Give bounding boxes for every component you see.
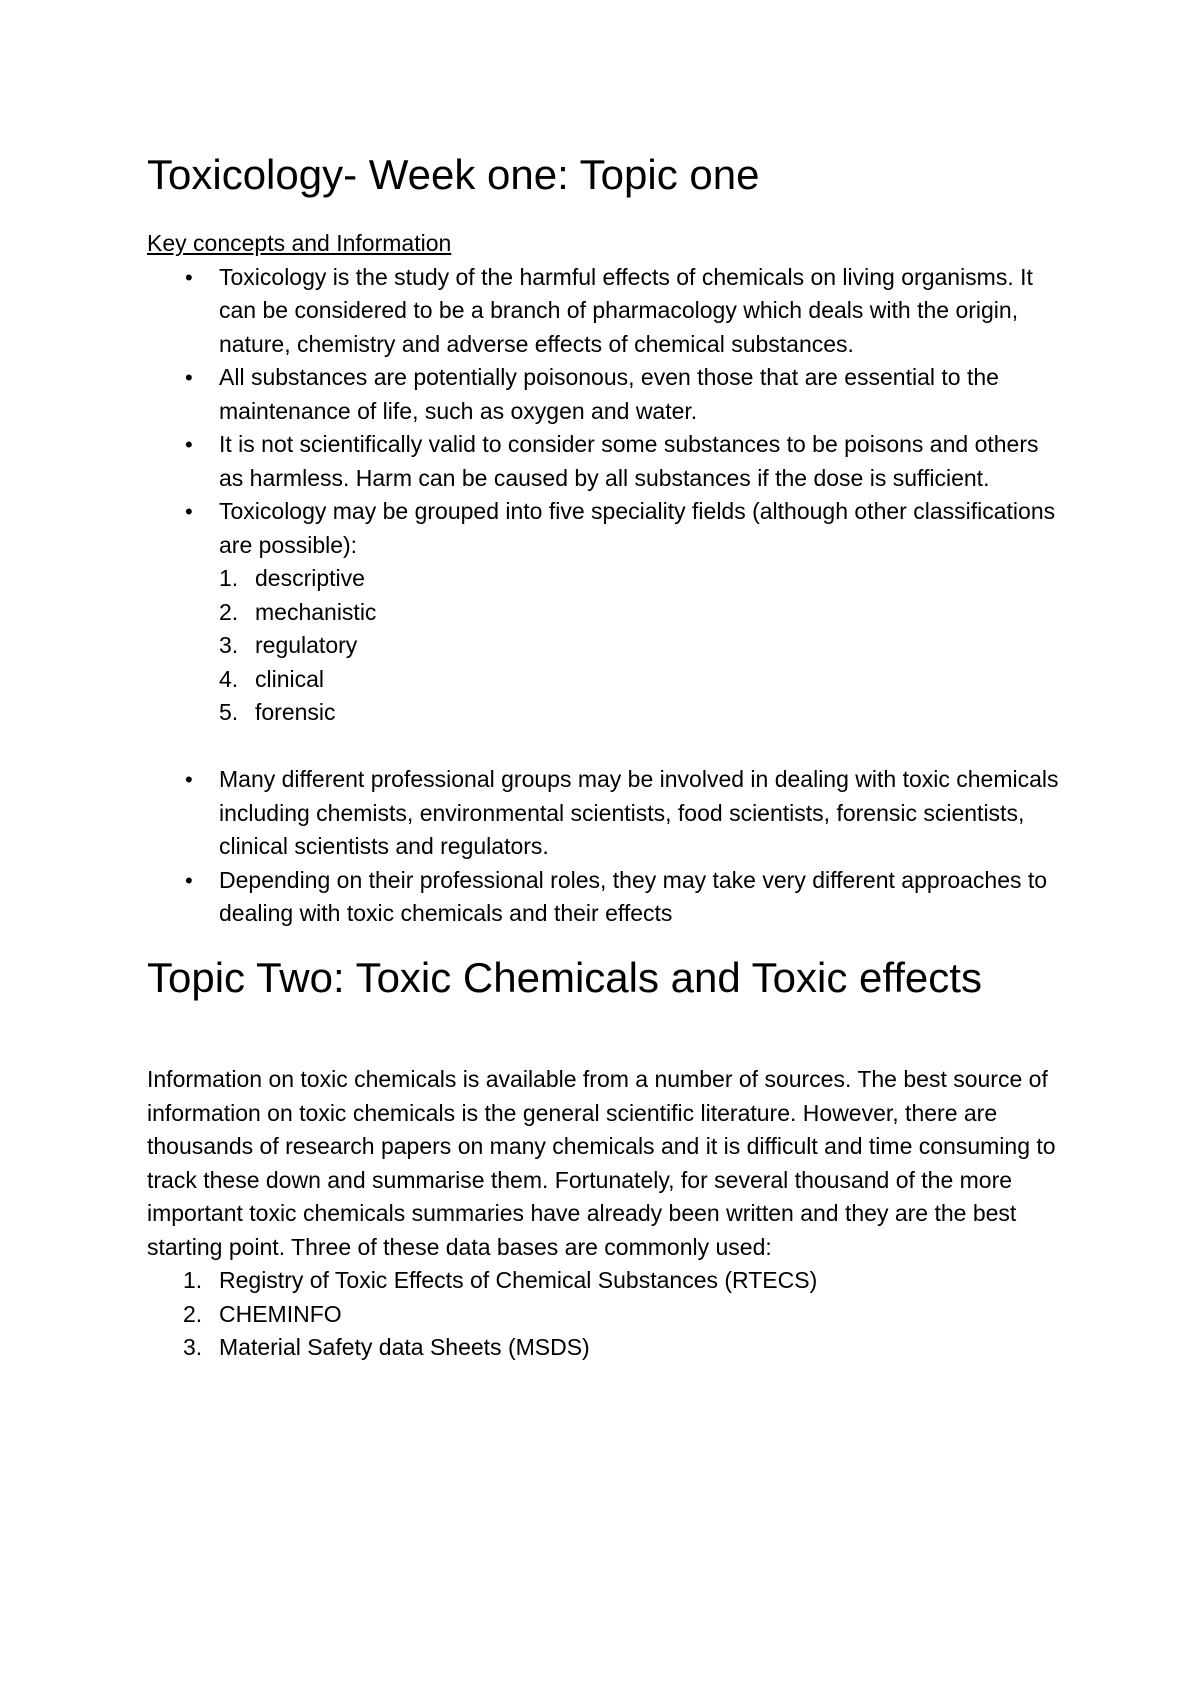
bullet-icon: • (185, 264, 193, 290)
list-number: 5. (219, 699, 239, 726)
list-number: 3. (183, 1334, 203, 1361)
spacer (219, 730, 1067, 764)
list-item (219, 696, 1067, 730)
field-label: clinical (255, 665, 325, 692)
list-item (219, 562, 1067, 596)
bullet-icon: • (185, 365, 193, 391)
database-label: CHEMINFO (219, 1300, 342, 1327)
list-item (219, 629, 1067, 663)
bullet-text: It is not scientifically valid to consider some substances to be poisons and others as harmless. Harm can be caused by all substances if the dose is sufficient. (219, 431, 1039, 491)
database-label: Material Safety data Sheets (MSDS) (219, 1334, 590, 1361)
list-item (147, 763, 1067, 864)
field-label: regulatory (255, 632, 358, 659)
list-number: 4. (219, 665, 239, 692)
key-concepts-subheading: Key concepts and Information (147, 230, 452, 257)
list-item (147, 261, 1067, 362)
bullet-text: Toxicology may be grouped into five speciality fields (although other classifications are possible): (219, 498, 1056, 558)
list-number: 1. (183, 1267, 203, 1294)
list-number: 2. (219, 598, 239, 625)
list-item (219, 596, 1067, 630)
list-item (147, 428, 1067, 495)
list-number: 1. (219, 565, 239, 592)
bullet-text: Depending on their professional roles, they may take very different approaches to dealing with toxic chemicals and their effects (219, 866, 1048, 927)
list-item (147, 1298, 1067, 1332)
bullet-icon: • (185, 499, 193, 525)
field-label: forensic (255, 699, 336, 726)
bullet-text: Toxicology is the study of the harmful effects of chemicals on living organisms. It can be considered to be a branch of pharmacology which deals with the origin, nature, chemistry and adverse effects of chemical substances. (219, 263, 1033, 357)
bullet-text: All substances are potentially poisonous, even those that are essential to the maintenance of life, such as oxygen and water. (219, 364, 999, 424)
list-item (219, 663, 1067, 697)
document-content (147, 150, 1067, 1365)
list-item (147, 361, 1067, 428)
databases-list (147, 1264, 1067, 1365)
list-item (147, 495, 1067, 763)
field-label: descriptive (255, 565, 365, 592)
speciality-fields-list (219, 562, 1067, 730)
database-label: Registry of Toxic Effects of Chemical Substances (RTECS) (219, 1267, 818, 1294)
topic-two-title: Topic Two: Toxic Chemicals and Toxic effects (147, 953, 982, 1001)
field-label: mechanistic (255, 598, 377, 625)
list-number: 3. (219, 632, 239, 659)
topic-two-paragraph: Information on toxic chemicals is available from a number of sources. The best source of information on toxic chemicals is the general scientific literature. However, there are thousands of research papers on many chemicals and it is difficult and time consuming to track these down and summarise them. Fortunately, for several thousand of the more important toxic chemicals summaries have already been written and they are the best starting point. Three of these data bases are commonly used: (147, 1066, 1056, 1260)
bullet-text: Many different professional groups may be involved in dealing with toxic chemicals including chemists, environmental scientists, food scientists, forensic scientists, clinical scientists and regulators. (219, 766, 1059, 860)
bullet-icon: • (185, 867, 193, 893)
bullet-icon: • (185, 767, 193, 793)
key-concepts-list (147, 261, 1067, 931)
list-number: 2. (183, 1300, 203, 1327)
list-item (147, 1264, 1067, 1298)
list-item (147, 864, 1067, 931)
list-item (147, 1331, 1067, 1365)
topic-one-title: Toxicology- Week one: Topic one (147, 151, 760, 198)
bullet-icon: • (185, 432, 193, 458)
